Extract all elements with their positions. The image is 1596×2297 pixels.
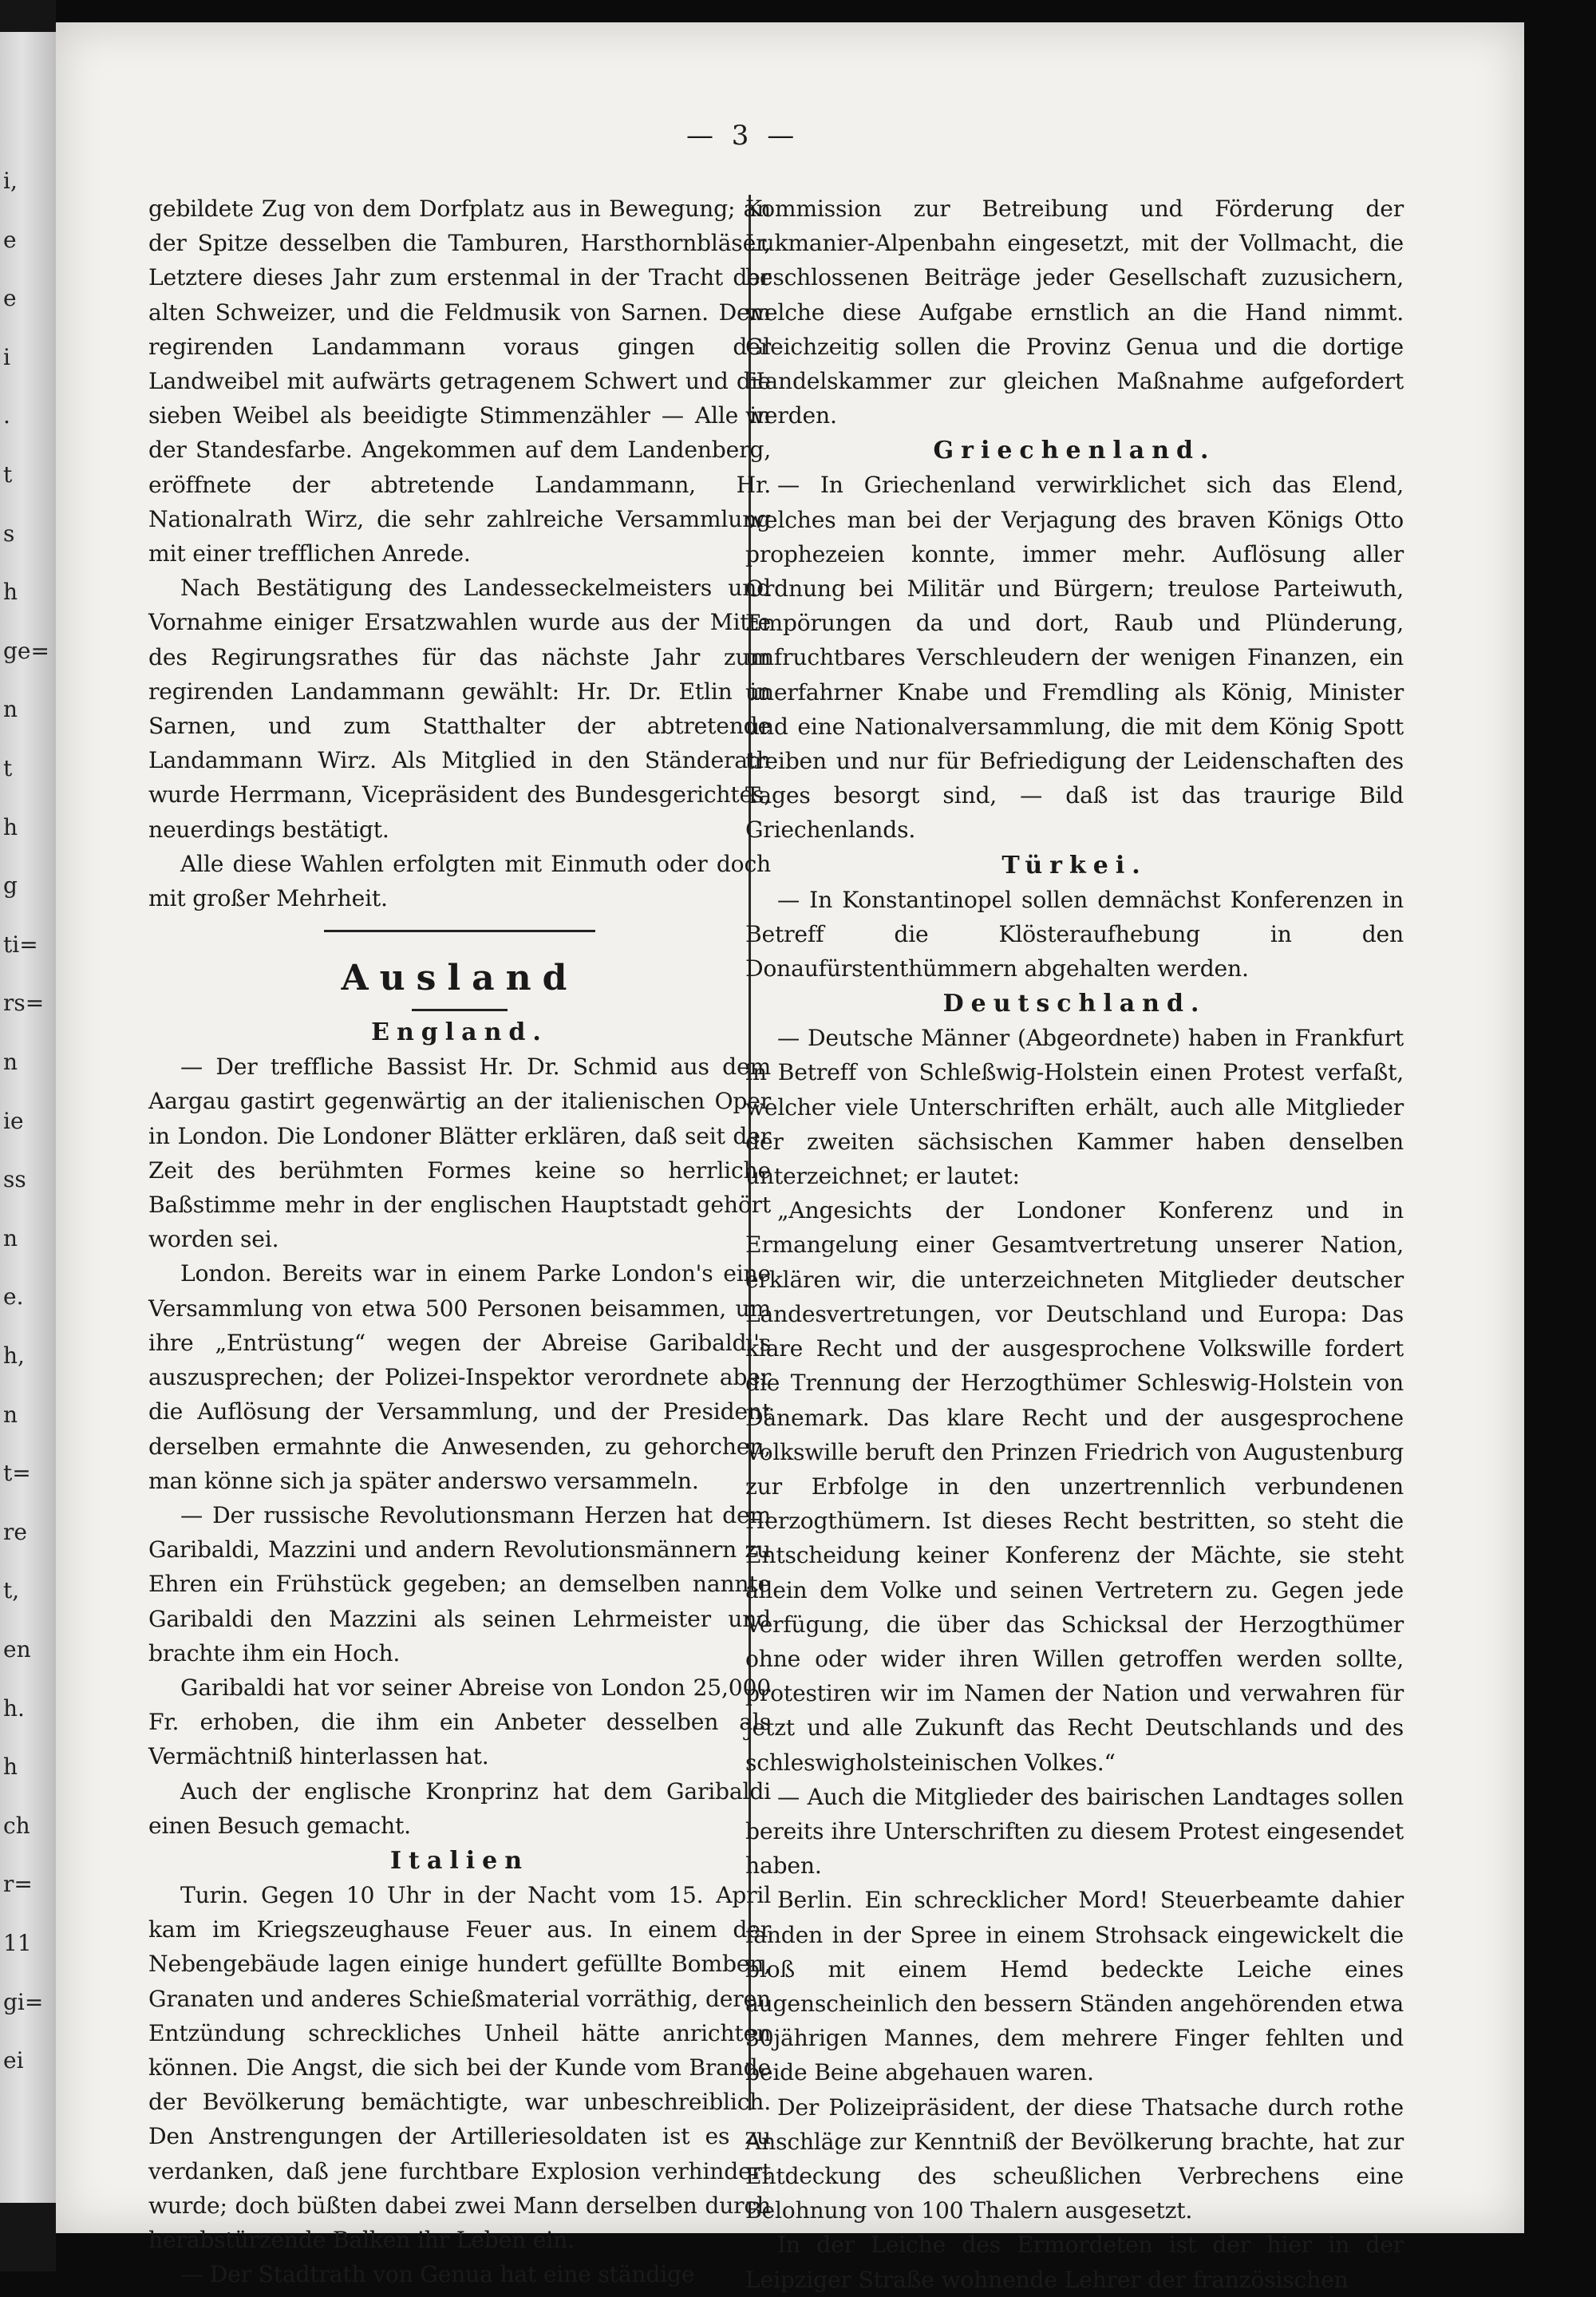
margin-fragment: h. [3, 1694, 25, 1722]
margin-fragment: h [3, 1753, 18, 1781]
margin-fragment: 11 [3, 1930, 32, 1956]
section-title: Ausland [341, 958, 579, 999]
article-paragraph: Nach Bestätigung des Landesseckelmeisters und Vornahme einiger Ersatzwahlen wurde aus der Mitte des Regirungsrathes für das nächste Jahr zum regirenden Landammann gewählt: Hr. Dr. Etlin in Sarnen, und zum Statthalter der abtretende Landammann Wirz. Als Mitglied in den Ständerath wurde Herrmann, Vicepräsident des Bundesgerichtes, neuerdings bestätigt. [148, 575, 771, 843]
margin-fragment: e [3, 285, 17, 312]
margin-fragment: n [3, 696, 18, 723]
article-paragraph: — Der russische Revolutionsmann Herzen hat dem Garibaldi, Mazzini und andern Revolutionsmännern zu Ehren ein Frühstück gegeben; an demselben nannte Garibaldi den Mazzini als seinen Lehrmeister und brachte ihm ein Hoch. [148, 1501, 771, 1666]
margin-fragment: e [3, 226, 17, 253]
heading-deutschland: Deutschland. [942, 990, 1207, 1018]
margin-fragment: ge= [3, 637, 49, 664]
margin-fragment: t [3, 461, 13, 488]
newspaper-page [56, 22, 1524, 2293]
margin-fragment: ch [3, 1812, 30, 1839]
margin-fragment: n [3, 1401, 18, 1428]
margin-fragment: h [3, 579, 18, 606]
article-paragraph: — In Konstantinopel sollen demnächst Konferenzen in Betreff die Klösteraufhebung in den Donaufürstenthümmern abgehalten werden. [745, 886, 1404, 982]
margin-fragment: ss [3, 1166, 26, 1193]
margin-fragment: i, [3, 168, 18, 194]
margin-fragment: n [3, 1224, 18, 1251]
article-paragraph: — Auch die Mitglieder des bairischen Landtages sollen bereits ihre Unterschriften zu diesem Protest eingesendet haben. [745, 1783, 1404, 1880]
margin-fragment: . [3, 402, 10, 429]
heading-italien: Italien [389, 1846, 530, 1875]
article-paragraph: Berlin. Ein schrecklicher Mord! Steuerbeamte dahier fanden in der Spree in einem Strohsack eingewickelt die bloß mit einem Hemd bedeckte Leiche eines augenscheinlich den bessern Ständen angehörenden etwa 30jährigen Mannes, dem mehrere Finger fehlten und beide Beine abgehauen waren. [745, 1887, 1404, 2086]
article-paragraph: Turin. Gegen 10 Uhr in der Nacht vom 15. April kam im Kriegszeughause Feuer aus. In einem der Nebengebäude lagen einige hundert gefüllte Bomben, Granaten und anderes Schießmaterial vorräthig, deren Entzündung schreckliches Unheil hätte anrichten können. Die Angst, die sich bei der Kunde vom Brande der Bevölkerung bemächtigte, war unbeschreiblich. Den Anstrengungen der Artilleriesoldaten ist es zu verdanken, daß jene furchtbare Explosion verhindert wurde; doch büßten dabei zwei Mann derselben durch herabstürzende Balken ihr Leben ein. [148, 1881, 771, 2253]
margin-fragment: rs= [3, 990, 45, 1017]
margin-fragment: en [3, 1636, 31, 1662]
article-paragraph: Alle diese Wahlen erfolgten mit Einmuth oder doch mit großer Mehrheit. [148, 850, 771, 912]
article-paragraph: Der Polizeipräsident, der diese Thatsache durch rothe Anschläge zur Kenntniß der Bevölkerung brachte, hat zur Entdeckung des scheußlichen Verbrechens eine Belohnung von 100 Thalern ausgesetzt. [745, 2093, 1404, 2224]
margin-fragment: i [3, 343, 10, 370]
margin-fragment: g [3, 872, 18, 899]
article-paragraph: Auch der englische Kronprinz hat dem Garibaldi einen Besuch gemacht. [148, 1777, 771, 1839]
page-number: — 3 — [686, 120, 800, 152]
article-paragraph: gebildete Zug von dem Dorfplatz aus in Bewegung; an der Spitze desselben die Tamburen, Harsthornbläser, Letztere dieses Jahr zum erstenmal in der Tracht der alten Schweizer, und die Feldmusik von Sarnen. Dem regirenden Landammann voraus gingen der Landweibel mit aufwärts getragenem Schwert und die sieben Weibel als beeidigte Stimmenzähler — Alle in der Standesfarbe. Angekommen auf dem Landenberg, eröffnete der abtretende Landammann, Hr. Nationalrath Wirz, die sehr zahlreiche Versammlung mit einer trefflichen Anrede. [148, 196, 771, 567]
article-paragraph: — Deutsche Männer (Abgeordnete) haben in Frankfurt in Betreff von Schleßwig-Holstein einen Protest verfaßt, welcher viele Unterschriften erhält, auch alle Mitglieder der zweiten sächsischen Kammer haben denselben unterzeichnet; er lautet: [745, 1025, 1404, 1190]
article-paragraph: In der Leiche des Ermordeten ist der hier in der Leipziger Straße wohnende Lehrer der französischen [745, 2232, 1404, 2293]
right-column [745, 192, 1404, 2297]
margin-fragment: t, [3, 1577, 20, 1604]
article-paragraph: Kommission zur Betreibung und Förderung der Lukmanier-Alpenbahn eingesetzt, mit der Vollmacht, die beschlossenen Beiträge jeder Gesellschaft zuzusichern, welche diese Aufgabe ernstlich an die Hand nimmt. Gleichzeitig sollen die Provinz Genua und die dortige Handelskammer zur gleichen Maßnahme aufgefordert werden. [745, 196, 1404, 429]
article-paragraph: Garibaldi hat vor seiner Abreise von London 25,000 Fr. erhoben, die ihm ein Anbeter desselben als Vermächtniß hinterlassen hat. [148, 1674, 771, 1770]
section-divider [324, 930, 595, 932]
margin-fragment: h [3, 813, 18, 840]
margin-fragment: t [3, 755, 13, 781]
article-paragraph: — Der Stadtrath von Genua hat eine ständige [180, 2261, 695, 2288]
margin-fragment: ei [3, 2047, 24, 2074]
margin-fragment: h, [3, 1342, 25, 1369]
heading-england: England. [371, 1018, 548, 1047]
margin-fragment: re [3, 1518, 27, 1545]
margin-fragment: ie [3, 1107, 24, 1134]
adjacent-page-edge [0, 32, 56, 2203]
margin-fragment: ti= [3, 931, 38, 958]
heading-tuerkei: Türkei. [1001, 851, 1148, 880]
margin-fragment: r= [3, 1871, 33, 1898]
margin-fragment: e. [3, 1283, 24, 1311]
article-paragraph: London. Bereits war in einem Parke London's eine Versammlung von etwa 500 Personen beisammen, um ihre „Entrüstung“ wegen der Abreise Garibaldi's auszusprechen; der Polizei-Inspektor verordnete aber die Auflösung der Versammlung, und der President derselben ermahnte die Anwesenden, zu gehorchen, man könne sich ja später anderswo versammeln. [148, 1260, 771, 1494]
margin-fragment: t= [3, 1460, 31, 1487]
heading-griechenland: Griechenland. [933, 437, 1216, 465]
article-paragraph: — Der treffliche Bassist Hr. Dr. Schmid aus dem Aargau gastirt gegenwärtig an der italienischen Oper in London. Die Londoner Blätter erklären, daß seit der Zeit des berühmten Formes keine so herrliche Baßstimme mehr in der englischen Hauptstadt gehört worden sei. [148, 1054, 771, 1253]
section-divider [412, 1009, 508, 1011]
quoted-protest: „Angesichts der Londoner Konferenz und in Ermangelung einer Gesamtvertretung unserer Nation, erklären wir, die unterzeichneten Mitglieder deutscher Landesvertretungen, vor Deutschland und Europa: Das klare Recht und der ausgesprochene Volkswille fordert die Trennung der Herzogthümer Schleswig-Holstein von Dänemark. Das klare Recht und der ausgesprochene Volkswille beruft den Prinzen Friedrich von Augustenburg zur Erbfolge in den unzertrennlich verbundenen Herzogthümern. Ist dieses Recht bestritten, so steht die Entscheidung keiner Konferenz der Mächte, sie steht allein dem Volke und seinen Vertretern zu. Gegen jede Verfügung, die über das Schicksal der Herzogthümer ohne oder wider ihren Willen getroffen werden sollte, protestiren wir im Namen der Nation und verwahren für jetzt und alle Zukunft das Recht Deutschlands und des schleswigholsteinischen Volkes.“ [745, 1197, 1404, 1776]
margin-fragment: n [3, 1049, 18, 1075]
margin-fragment: s [3, 520, 15, 547]
margin-fragment: gi= [3, 1988, 44, 2015]
left-column [148, 192, 771, 2291]
article-paragraph: — In Griechenland verwirklichet sich das Elend, welches man bei der Verjagung des braven Königs Otto prophezeien konnte, immer mehr. Auflösung aller Ordnung bei Militär und Bürgern; treulose Parteiwuth, Empörungen da und dort, Raub und Plünderung, unfruchtbares Verschleudern der wenigen Finanzen, ein unerfahrner Knabe und Fremdling als König, Minister und eine Nationalversammlung, die mit dem König Spott treiben und nur für Befriedigung der Leidenschaften des Tages besorgt sind, — daß ist das traurige Bild Griechenlands. [745, 472, 1404, 844]
